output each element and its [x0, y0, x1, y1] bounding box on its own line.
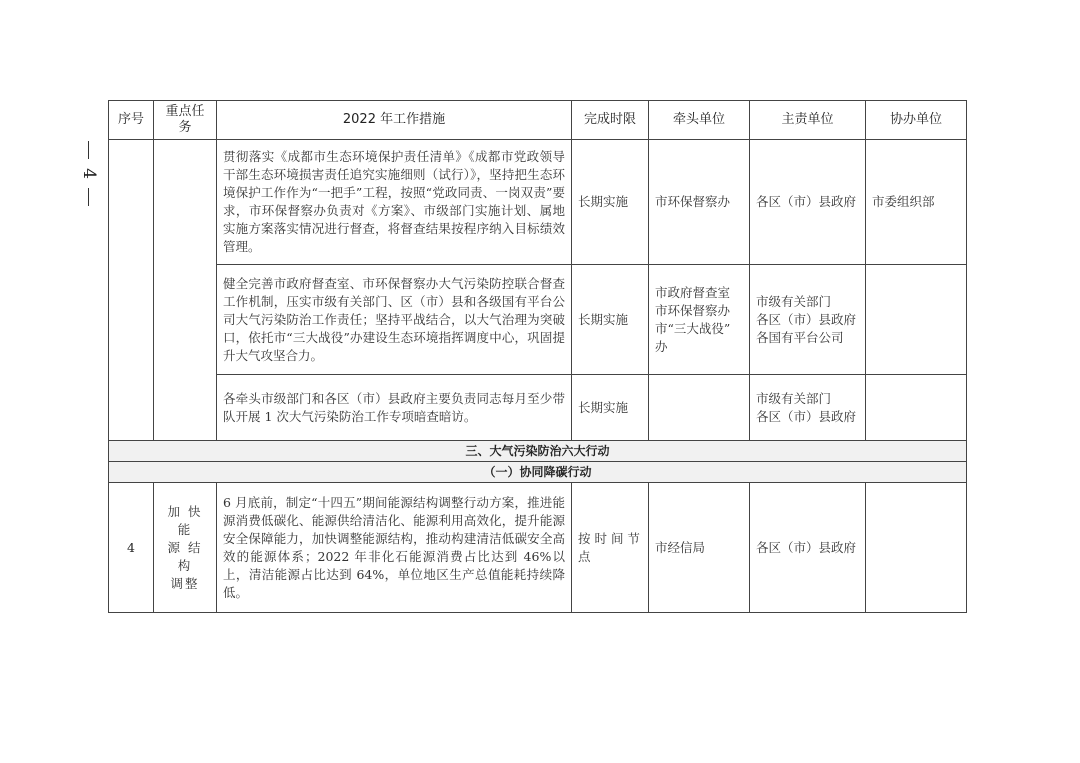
header-assist-unit: 协办单位 — [866, 101, 967, 140]
table-row — [109, 140, 967, 265]
table-row — [109, 375, 967, 441]
lead-unit-cell — [649, 265, 750, 375]
lead-unit-cell: 市环保督察办 — [649, 140, 750, 265]
assist-unit-cell — [866, 483, 967, 613]
key-task-line: 加 快 能 — [167, 503, 203, 537]
responsible-unit-line: 各国有平台公司 — [756, 329, 844, 345]
header-index: 序号 — [109, 101, 154, 140]
page-number-dash-bottom — [88, 188, 89, 206]
lead-unit-line: 办 — [655, 338, 668, 354]
table-header-row — [109, 101, 967, 140]
index-cell-continued — [109, 140, 154, 441]
responsible-unit-line: 市级有关部门 — [756, 390, 832, 406]
key-task-line: 调整 — [170, 575, 200, 591]
header-key-task: 重点任务 — [154, 101, 217, 140]
page-number — [78, 128, 98, 218]
page-number-dash-top — [88, 141, 89, 159]
assist-unit-cell: 市委组织部 — [866, 140, 967, 265]
table-row — [109, 265, 967, 375]
deadline-cell: 长期实施 — [572, 375, 649, 441]
header-lead-unit: 牵头单位 — [649, 101, 750, 140]
lead-unit-line: 市环保督察办 — [655, 302, 731, 318]
section-row — [109, 441, 967, 462]
deadline-cell: 长期实施 — [572, 140, 649, 265]
key-task-cell — [154, 483, 217, 613]
responsible-unit-line: 各区（市）县政府 — [756, 408, 857, 424]
responsible-unit-cell — [750, 375, 866, 441]
lead-unit-line: 市“三大战役” — [655, 320, 731, 336]
header-measures: 2022 年工作措施 — [217, 101, 572, 140]
assist-unit-cell — [866, 375, 967, 441]
index-cell: 4 — [109, 483, 154, 613]
measure-cell: 贯彻落实《成都市生态环境保护责任清单》《成都市党政领导干部生态环境损害责任追究实施细则（试行）》，坚持把生态环境保护工作作为“一把手”工程，按照“党政同责、一岗双责”要求，市环保督察办负责对《方案》、市级部门实施计划、属地实施方案落实情况进行督查，将督查结果按程序纳入目标绩效管理。 — [217, 140, 572, 265]
deadline-line: 点 — [578, 548, 591, 564]
assist-unit-cell — [866, 265, 967, 375]
responsible-unit-line: 市级有关部门 — [756, 293, 832, 309]
section-title: 三、大气污染防治六大行动 — [109, 441, 967, 462]
header-responsible-unit: 主责单位 — [750, 101, 866, 140]
subsection-row — [109, 462, 967, 483]
measure-cell: 各牵头市级部门和各区（市）县政府主要负责同志每月至少带队开展 1 次大气污染防治工作专项暗查暗访。 — [217, 375, 572, 441]
deadline-cell: 长期实施 — [572, 265, 649, 375]
key-task-line: 源 结 构 — [167, 539, 203, 573]
deadline-line: 按 时 间 节 — [578, 530, 640, 546]
responsible-unit-cell — [750, 265, 866, 375]
table-row — [109, 483, 967, 613]
responsible-unit-cell: 各区（市）县政府 — [750, 483, 866, 613]
lead-unit-cell — [649, 375, 750, 441]
measure-cell: 健全完善市政府督查室、市环保督察办大气污染防控联合督查工作机制，压实市级有关部门、区（市）县和各级国有平台公司大气污染防治工作责任；坚持平战结合，以大气治理为突破口，依托市“三大战役”办建设生态环境指挥调度中心，巩固提升大气攻坚合力。 — [217, 265, 572, 375]
responsible-unit-line: 各区（市）县政府 — [756, 311, 857, 327]
task-cell-continued — [154, 140, 217, 441]
subsection-title: （一）协同降碳行动 — [109, 462, 967, 483]
header-deadline: 完成时限 — [572, 101, 649, 140]
responsible-unit-cell: 各区（市）县政府 — [750, 140, 866, 265]
measure-cell: 6 月底前，制定“十四五”期间能源结构调整行动方案，推进能源消费低碳化、能源供给清洁化、能源利用高效化，提升能源安全保障能力，加快调整能源结构，推动构建清洁低碳安全高效的能源体系；2022 年非化石能源消费占比达到 46%以上，清洁能源占比达到 64%，单位地区生产总值能耗持续降低。 — [217, 483, 572, 613]
work-measures-table — [108, 100, 967, 613]
deadline-cell — [572, 483, 649, 613]
page-number-text: 4 — [78, 167, 99, 179]
lead-unit-line: 市政府督查室 — [655, 284, 731, 300]
lead-unit-cell: 市经信局 — [649, 483, 750, 613]
